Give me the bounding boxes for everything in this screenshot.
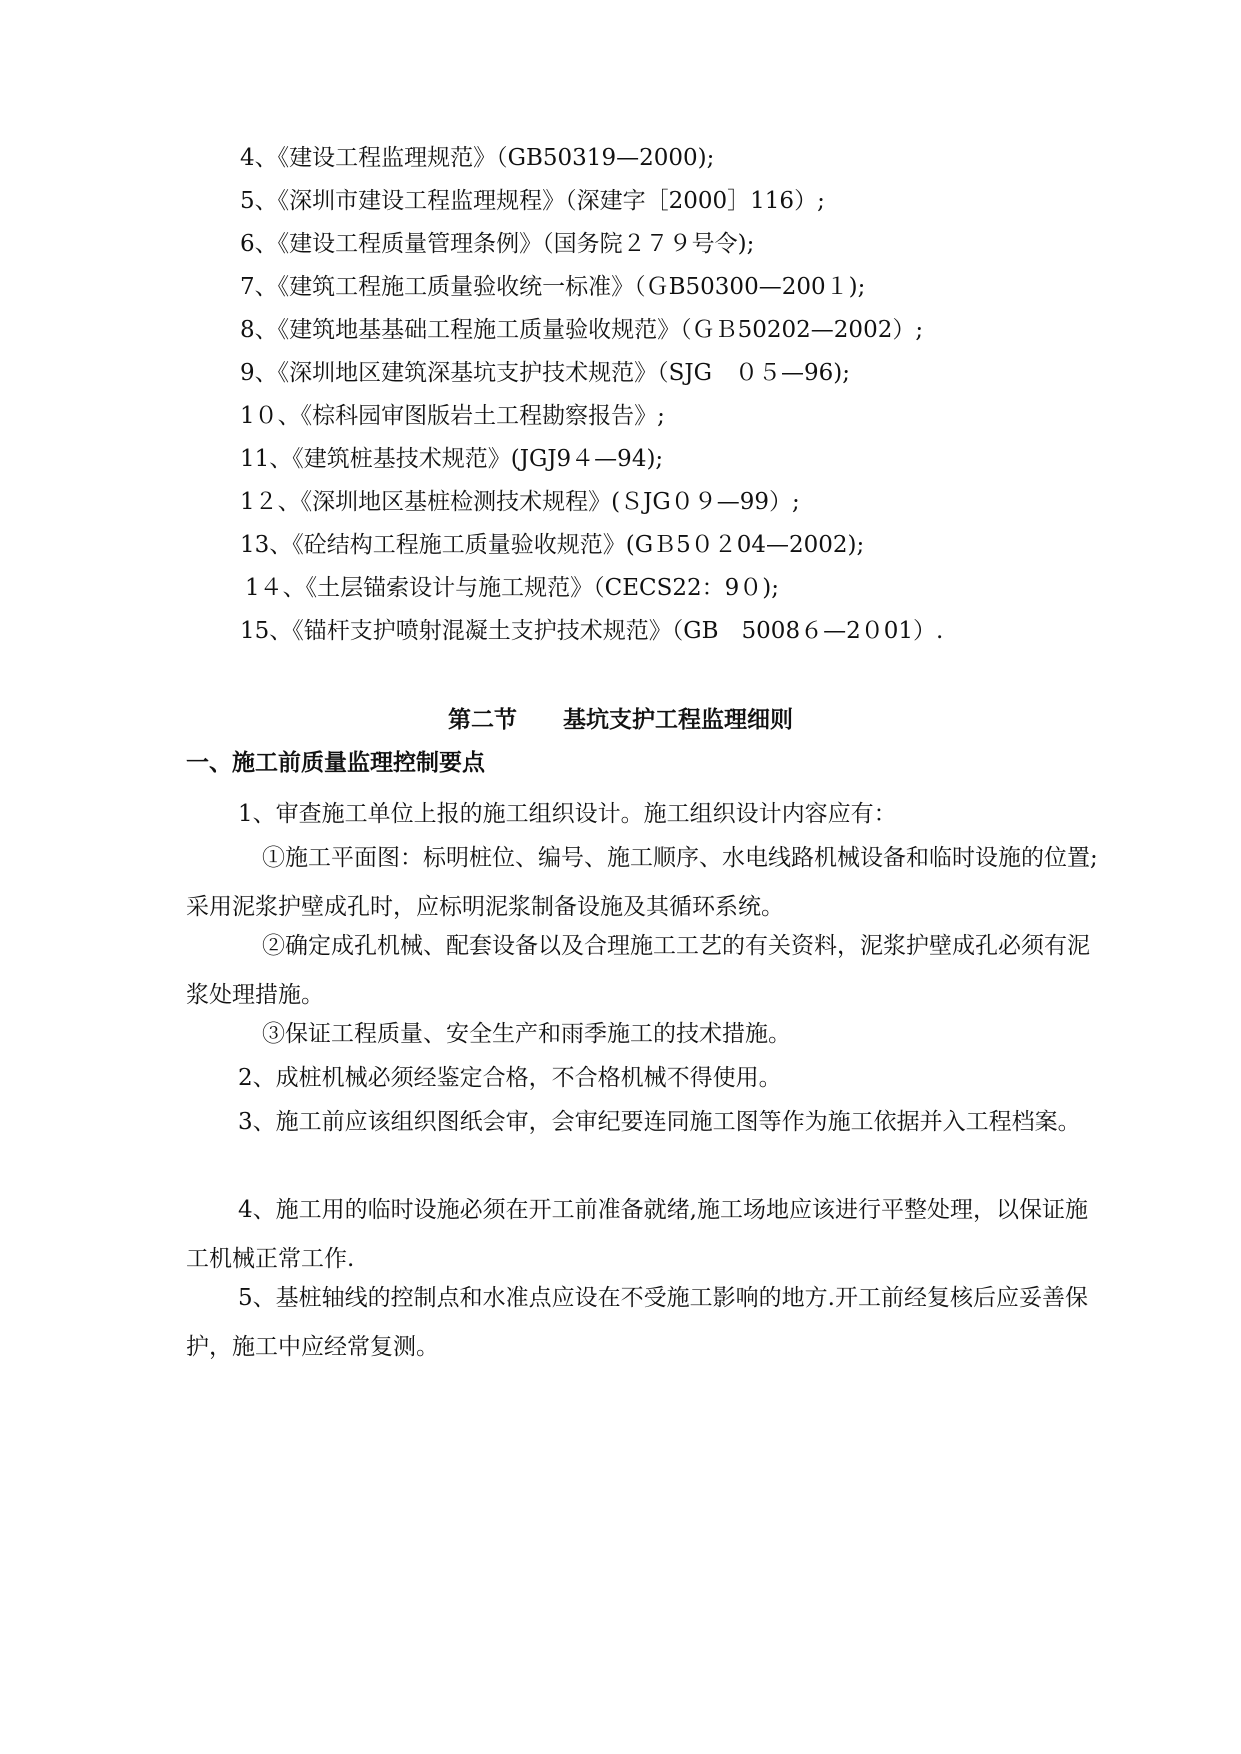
paragraph: ③保证工程质量、安全生产和雨季施工的技术措施。 — [262, 1021, 791, 1047]
reference-item: 9、《深圳地区建筑深基坑支护技术规范》（SJG ０５—96); — [240, 360, 850, 386]
reference-item: 11、《建筑桩基技术规范》(JGJ9４—94); — [240, 446, 664, 472]
paragraph: 1、审查施工单位上报的施工组织设计。施工组织设计内容应有： — [238, 801, 897, 827]
section-title: 第二节 基坑支护工程监理细则 — [448, 707, 793, 733]
reference-item: 8、《建筑地基基础工程施工质量验收规范》（ＧＢ50202—2002）; — [240, 317, 924, 343]
reference-item: 4、《建设工程监理规范》（GB50319—2000); — [240, 145, 715, 171]
reference-item: 5、《深圳市建设工程监理规程》（深建字［2000］116）; — [240, 188, 825, 214]
reference-item: 1０、《棕科园审图版岩土工程勘察报告》; — [240, 403, 665, 429]
paragraph: ②确定成孔机械、配套设备以及合理施工工艺的有关资料，泥浆护壁成孔必须有泥浆处理措施。 — [186, 933, 1090, 1008]
paragraph: ①施工平面图：标明桩位、编号、施工顺序、水电线路机械设备和临时设施的位置;采用泥浆护壁成孔时，应标明泥浆制备设施及其循环系统。 — [186, 845, 1098, 920]
paragraph: 2、成桩机械必须经鉴定合格，不合格机械不得使用。 — [238, 1065, 782, 1091]
paragraph: 4、施工用的临时设施必须在开工前准备就绪,施工场地应该进行平整处理，以保证施工机械正常工作. — [186, 1197, 1088, 1272]
paragraph: 3、施工前应该组织图纸会审，会审纪要连同施工图等作为施工依据并入工程档案。 — [238, 1109, 1081, 1135]
reference-item: 7、《建筑工程施工质量验收统一标准》（ＧB50300—200１); — [240, 274, 866, 300]
paragraph: 5、基桩轴线的控制点和水准点应设在不受施工影响的地方.开工前经复核后应妥善保护，施工中应经常复测。 — [186, 1285, 1088, 1360]
reference-item: 1４、《土层锚索设计与施工规范》（CECS22：9０); — [245, 575, 779, 601]
reference-item: 6、《建设工程质量管理条例》（国务院２７９号令); — [240, 231, 755, 257]
reference-item: 13、《砼结构工程施工质量验收规范》(GＢ5０２04—2002); — [240, 532, 865, 558]
reference-item: 1２、《深圳地区基桩检测技术规程》(ＳJG０９—99）; — [240, 489, 800, 515]
subsection-title: 一、施工前质量监理控制要点 — [186, 750, 485, 776]
reference-item: 15、《锚杆支护喷射混凝土支护技术规范》（GB 5008６—2０01）. — [240, 618, 944, 644]
